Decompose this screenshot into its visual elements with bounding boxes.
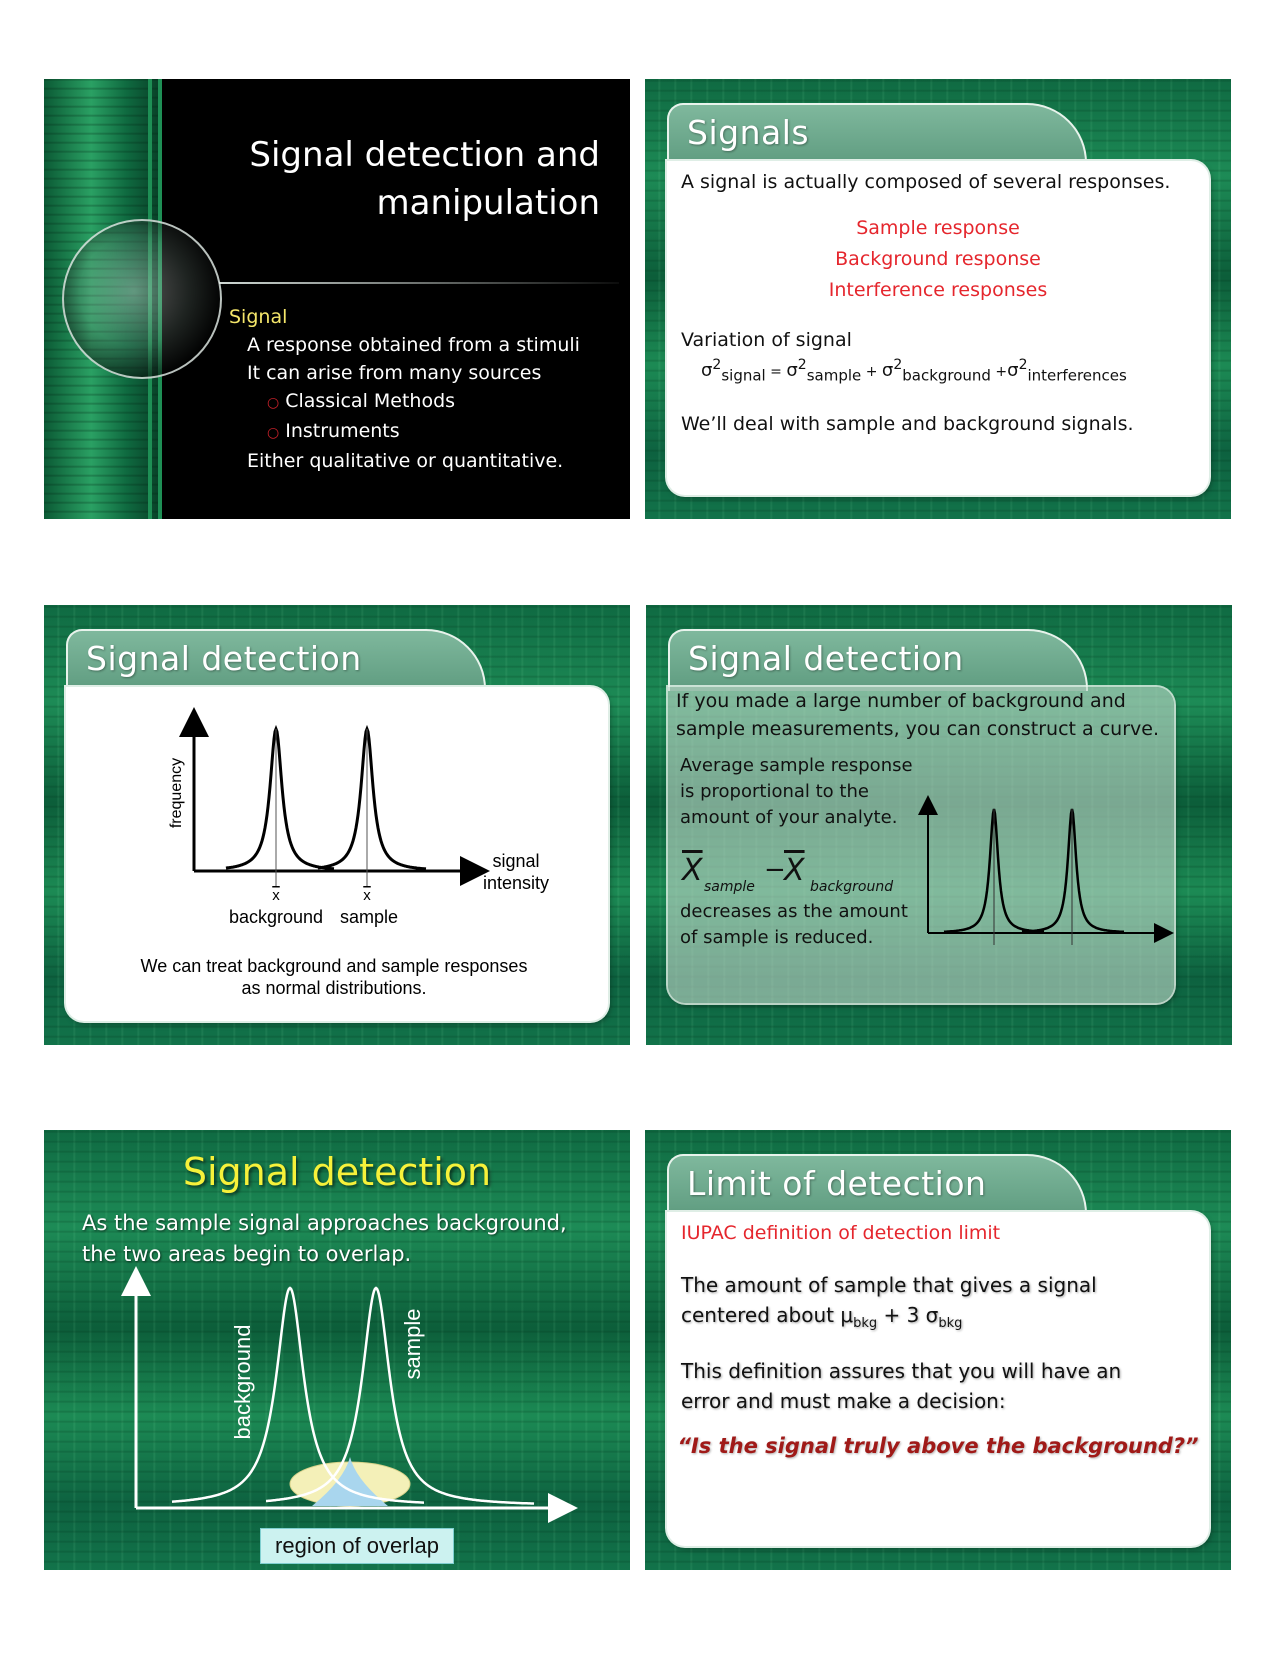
intro-text: If you made a large number of background and sample measurements, you can construct a curve. — [676, 690, 1159, 740]
slide-2 — [645, 79, 1231, 519]
sample-curve — [318, 729, 426, 869]
sample-curve — [1022, 809, 1124, 932]
circle-bullet-icon: ○ — [267, 425, 280, 441]
intro-text: A signal is actually composed of several responses. — [681, 171, 1171, 193]
content-card — [667, 161, 1209, 495]
body-text: As the sample signal approaches background, the two areas begin to overlap. — [82, 1211, 567, 1266]
definition-heading: IUPAC definition of detection limit — [681, 1222, 1001, 1244]
slide-title: Signal detection — [182, 1150, 492, 1194]
mean-symbol: x — [363, 887, 371, 904]
bullet-item: A response obtained from a stimuli — [247, 334, 580, 356]
title-line: Signal detection and — [249, 135, 600, 175]
lens-graphic — [62, 219, 222, 379]
slide-title: Signals — [687, 113, 810, 152]
slide-title: Signal detection — [86, 639, 362, 678]
key-question: “Is the signal truly above the background?” — [677, 1434, 1199, 1458]
content-card — [66, 687, 608, 1021]
slide-4 — [646, 605, 1232, 1045]
average-text: Average sample response is proportional to the amount of your analyte. — [680, 755, 913, 828]
content-card — [667, 1212, 1209, 1546]
closing-text: We’ll deal with sample and background signals. — [681, 413, 1134, 435]
slide-3 — [44, 605, 630, 1045]
peak-graph — [914, 793, 1184, 963]
x-axis-label: signal — [492, 851, 540, 871]
response-item: Interference responses — [828, 279, 1048, 301]
response-item: Sample response — [856, 217, 1020, 239]
slide-6 — [645, 1130, 1231, 1570]
slide-title — [180, 131, 600, 227]
sub-bullet-text: Classical Methods — [285, 390, 456, 412]
decrease-text: decreases as the amount of sample is reduced. — [680, 901, 908, 948]
caption: We can treat background and sample responses — [140, 956, 528, 976]
caption: as normal distributions. — [241, 978, 427, 998]
assurance-text: This definition assures that you will have an error and must make a decision: — [681, 1359, 1122, 1413]
sub-bullet-item — [229, 417, 580, 447]
variance-formula: $\sigma^2_{signal} = \sigma^2_{sample} + \sigma^2_{background} +\sigma^2_{interferences}$ — [701, 357, 1127, 385]
bullet-list — [229, 303, 580, 475]
definition-text: The amount of sample that gives a signal centered about $\mu_{bkg} + 3$ $\sigma_{bkg}$ — [681, 1273, 1097, 1331]
curve-label: sample — [400, 1308, 425, 1380]
peak-label: sample — [339, 907, 399, 927]
divider-line — [219, 282, 619, 284]
title-line: manipulation — [376, 183, 600, 223]
sub-bullet-text: Instruments — [285, 420, 400, 442]
bullet-item: Either qualitative or quantitative. — [247, 450, 564, 472]
background-curve — [226, 729, 334, 869]
slide-5 — [44, 1130, 630, 1570]
overlap-label: region of overlap — [260, 1528, 454, 1564]
slide-1 — [44, 79, 630, 519]
response-item: Background response — [835, 248, 1041, 270]
bullet-heading: Signal — [229, 306, 288, 328]
slide-title: Limit of detection — [687, 1164, 987, 1203]
x-axis-label: intensity — [482, 873, 550, 893]
content-card — [668, 687, 1174, 1003]
bullet-item: It can arise from many sources — [247, 362, 542, 384]
curve-label: background — [230, 1324, 255, 1440]
difference-formula: $\overline{X}$ sample − $\overline{X}$ background — [682, 853, 894, 895]
circle-bullet-icon: ○ — [267, 395, 280, 411]
slide-title: Signal detection — [688, 639, 964, 678]
mean-symbol: x — [272, 887, 280, 904]
overlap-graph — [44, 1130, 630, 1570]
y-axis-label: frequency — [168, 757, 185, 829]
distribution-graph — [66, 687, 608, 1021]
peak-label: background — [228, 907, 324, 927]
variation-label: Variation of signal — [681, 329, 852, 351]
sub-bullet-item — [229, 387, 580, 417]
